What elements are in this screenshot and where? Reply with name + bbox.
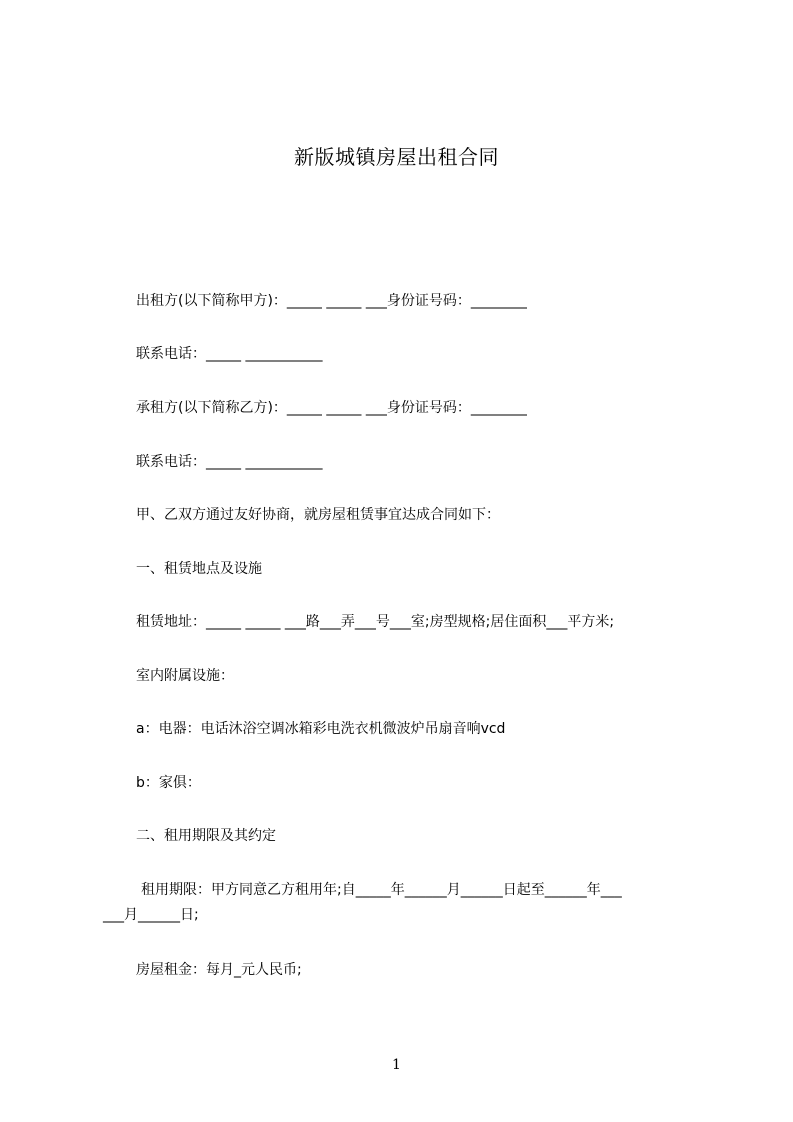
lease-term-line: 租用期限：甲方同意乙方租用年;自_____年______月______日起至______年___ — [141, 882, 622, 898]
lessee-info-line: 承租方(以下简称乙方)：_____ _____ ___身份证号码：________ — [136, 400, 527, 416]
section-heading-location: 一、租赁地点及设施 — [136, 561, 262, 577]
document-title: 新版城镇房屋出租合同 — [294, 145, 499, 169]
agreement-intro-line: 甲、乙双方通过友好协商，就房屋租赁事宜达成合同如下： — [136, 507, 500, 523]
rental-address-line: 租赁地址：_____ _____ ___路___弄___号___室;房型规格;居住面积___平方米; — [136, 614, 615, 630]
facilities-heading-line: 室内附属设施： — [136, 668, 234, 684]
section-heading-term: 二、租用期限及其约定 — [136, 828, 276, 844]
lessor-info-line: 出租方(以下简称甲方)：_____ _____ ___身份证号码：________ — [136, 293, 527, 309]
appliances-line: a：电器：电话沐浴空调冰箱彩电洗衣机微波炉吊扇音响vcd — [136, 721, 506, 737]
lessor-phone-line: 联系电话：_____ ___________ — [136, 346, 323, 362]
rent-amount-line: 房屋租金：每月_元人民币; — [136, 962, 302, 978]
lease-term-continuation-line: ___月______日; — [103, 907, 199, 923]
lessee-phone-line: 联系电话：_____ ___________ — [136, 454, 323, 470]
furniture-line: b：家俱： — [136, 775, 201, 791]
page-number: 1 — [392, 1057, 401, 1073]
